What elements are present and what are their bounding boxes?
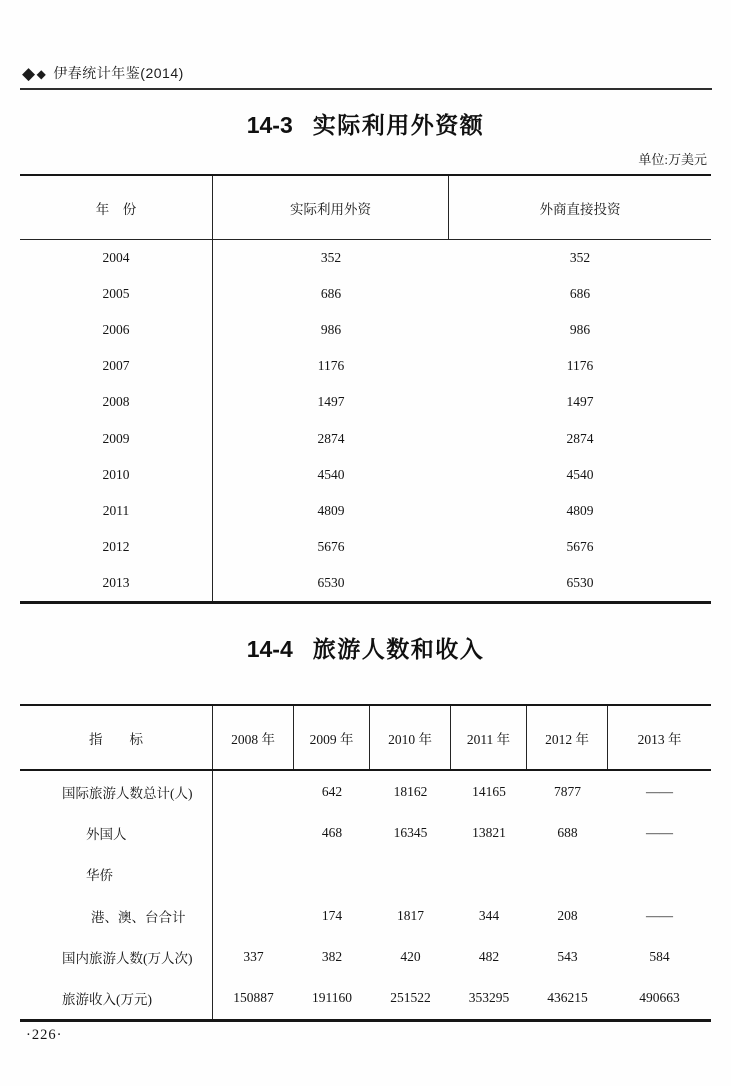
- unit-label: 单位:万美元: [638, 152, 707, 167]
- table-row: [20, 895, 711, 936]
- fdi-value-cell: 1176: [566, 358, 594, 374]
- col-header-year-2008: 2008 年: [213, 706, 294, 769]
- value-cell: 482: [478, 948, 500, 964]
- table-row: [20, 812, 711, 853]
- utilized-value-cell: 6530: [317, 574, 345, 590]
- fdi-value-cell: 986: [569, 322, 591, 338]
- table-row: [20, 936, 711, 977]
- diamond-icon-small: ◆: [36, 67, 47, 81]
- value-cell: 382: [321, 948, 343, 964]
- diamond-icon-large: ◆: [22, 63, 36, 83]
- value-cell: ——: [646, 783, 673, 799]
- table2-name: 旅游人数和收入: [312, 636, 485, 662]
- fdi-value-cell: 6530: [566, 574, 594, 590]
- table-row: [20, 348, 711, 384]
- value-cell: ——: [646, 907, 673, 923]
- value-cell: 150887: [233, 990, 274, 1006]
- utilized-value-cell: 986: [320, 322, 342, 338]
- col-header-year-2013: 2013 年: [637, 731, 682, 747]
- col-header-year-2012: 2012 年: [527, 706, 608, 769]
- table-row: [20, 854, 711, 895]
- table2-header-row: [20, 706, 711, 771]
- year-cell: 2006: [20, 312, 213, 348]
- table-row: [20, 493, 711, 529]
- col-header-year-2011: 2011 年: [451, 706, 527, 769]
- value-cell: 543: [557, 948, 578, 964]
- value-cell: 251522: [390, 990, 431, 1006]
- utilized-value-cell: 1497: [317, 394, 345, 410]
- value-cell: 18162: [393, 783, 428, 799]
- fdi-value-cell: 4809: [566, 502, 594, 518]
- value-cell: [213, 854, 294, 895]
- year-cell: 2005: [20, 276, 213, 312]
- year-cell: 2009: [20, 420, 213, 456]
- year-cell: 2012: [20, 529, 213, 565]
- table-row: [20, 384, 711, 420]
- table1-name: 实际利用外资额: [312, 112, 485, 138]
- utilized-value-cell: 1176: [317, 358, 345, 374]
- value-cell: [608, 854, 711, 895]
- year-cell: 2007: [20, 348, 213, 384]
- fdi-value-cell: 352: [569, 250, 591, 266]
- table-row: [20, 420, 711, 456]
- table1-header-row: [20, 176, 711, 240]
- value-cell: 337: [243, 948, 264, 964]
- col-header-year-2010: 2010 年: [370, 706, 451, 769]
- col-header-year: 年 份: [20, 176, 213, 239]
- value-cell: 584: [649, 948, 670, 964]
- fdi-value-cell: 1497: [566, 394, 594, 410]
- fdi-value-cell: 5676: [566, 538, 594, 554]
- col-header-year-2009: 2009 年: [294, 706, 370, 769]
- value-cell: 16345: [393, 824, 428, 840]
- col-header-indicator: 指 标: [20, 706, 213, 769]
- table-row: [20, 565, 711, 601]
- indicator-label: 国际旅游人数总计(人): [20, 771, 213, 812]
- header-rule: [20, 88, 712, 90]
- col-header-fdi: 外商直接投资: [539, 201, 621, 217]
- table-row: [20, 312, 711, 348]
- table-row: [20, 977, 711, 1018]
- value-cell: [213, 771, 294, 812]
- page-number: ·226·: [26, 1027, 63, 1043]
- utilized-value-cell: 2874: [317, 430, 345, 446]
- value-cell: 1817: [397, 907, 424, 923]
- yearbook-title: 伊春统计年鉴(2014): [53, 65, 184, 81]
- value-cell: [213, 895, 294, 936]
- value-cell: [213, 812, 294, 853]
- utilized-value-cell: 352: [320, 250, 342, 266]
- value-cell: [370, 854, 451, 895]
- indicator-label: 国内旅游人数(万人次): [20, 936, 213, 977]
- tourism-table: [20, 704, 711, 1022]
- value-cell: 191160: [312, 990, 352, 1006]
- fdi-value-cell: 686: [569, 286, 591, 302]
- table-row: [20, 529, 711, 565]
- fdi-value-cell: 4540: [566, 466, 594, 482]
- value-cell: 208: [557, 907, 578, 923]
- value-cell: 688: [557, 824, 578, 840]
- value-cell: 420: [400, 948, 421, 964]
- col-header-utilized-capital: 实际利用外资: [213, 176, 449, 239]
- value-cell: 490663: [639, 990, 680, 1006]
- indicator-label: 华侨: [20, 854, 213, 895]
- table2-number: 14-4: [246, 636, 293, 662]
- value-cell: 353295: [468, 990, 510, 1006]
- table1-title: [0, 107, 731, 140]
- value-cell: 344: [478, 907, 500, 923]
- year-cell: 2004: [20, 240, 213, 276]
- utilized-value-cell: 686: [320, 286, 342, 302]
- value-cell: 13821: [472, 824, 506, 840]
- table2-title: [0, 631, 731, 664]
- table1-number: 14-3: [246, 112, 293, 138]
- year-cell: 2010: [20, 457, 213, 493]
- value-cell: ——: [646, 824, 673, 840]
- page-header: [22, 60, 184, 86]
- year-cell: 2008: [20, 384, 213, 420]
- table-row: [20, 771, 711, 812]
- table-row: [20, 240, 711, 276]
- table-row: [20, 457, 711, 493]
- indicator-label: 外国人: [20, 812, 213, 853]
- indicator-label: 港、澳、台合计: [20, 895, 213, 936]
- value-cell: [294, 854, 370, 895]
- indicator-label: 旅游收入(万元): [20, 977, 213, 1018]
- value-cell: 436215: [547, 990, 588, 1006]
- year-cell: 2013: [20, 565, 213, 601]
- value-cell: 174: [321, 907, 343, 923]
- value-cell: 642: [321, 783, 343, 799]
- value-cell: 468: [321, 824, 343, 840]
- value-cell: [451, 854, 527, 895]
- utilized-value-cell: 4540: [317, 466, 345, 482]
- table-row: [20, 276, 711, 312]
- foreign-capital-table: [20, 174, 711, 604]
- utilized-value-cell: 4809: [317, 502, 345, 518]
- fdi-value-cell: 2874: [566, 430, 594, 446]
- value-cell: 7877: [554, 783, 581, 799]
- value-cell: 14165: [472, 783, 506, 799]
- value-cell: [527, 854, 608, 895]
- utilized-value-cell: 5676: [317, 538, 345, 554]
- year-cell: 2011: [20, 493, 213, 529]
